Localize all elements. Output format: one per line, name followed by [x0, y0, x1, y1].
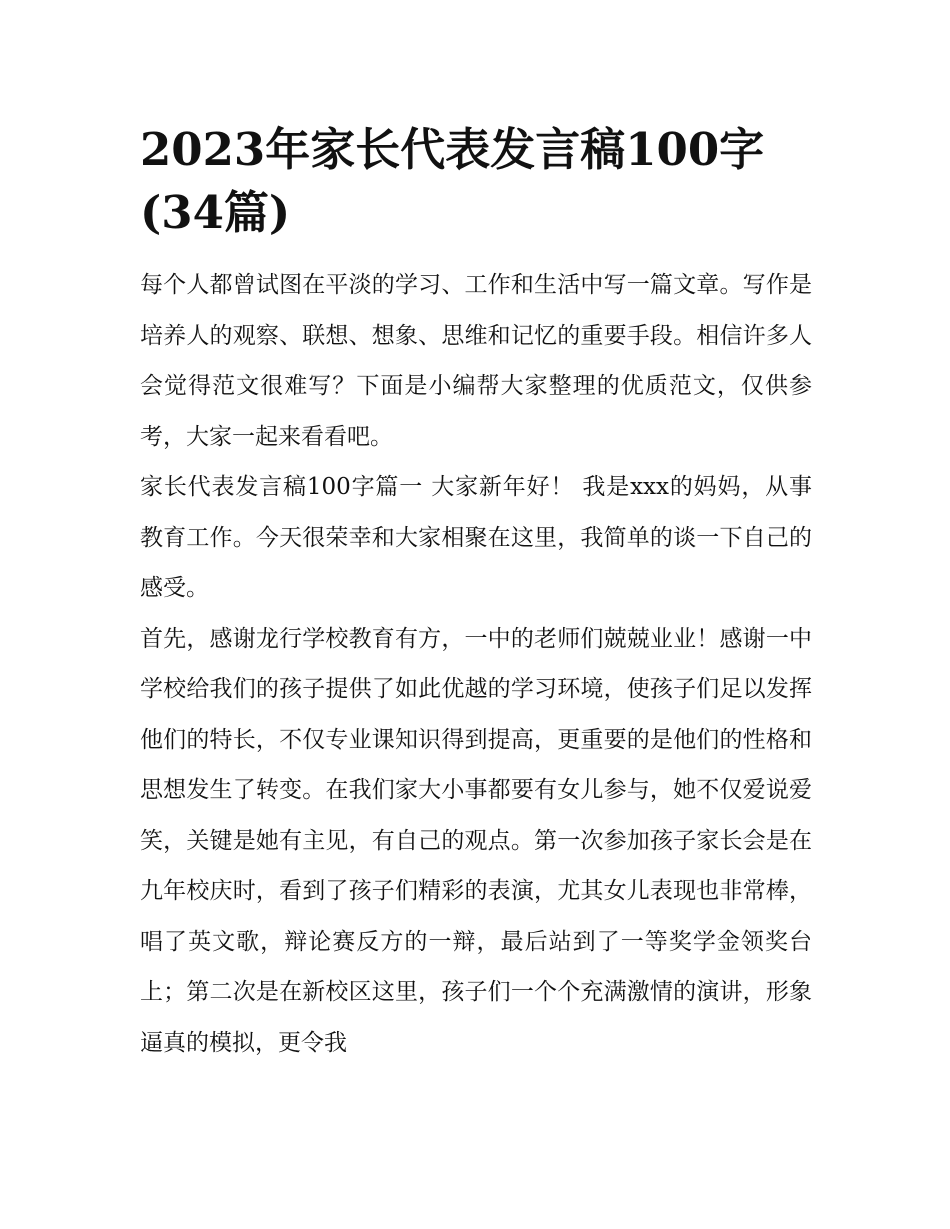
paragraph-speech-opening: 家长代表发言稿100字篇一 大家新年好！ 我是xxx的妈妈，从事教育工作。今天很荣幸和大家相聚在这里，我简单的谈一下自己的感受。: [140, 474, 812, 601]
document-title: 2023年家长代表发言稿100字(34篇): [140, 123, 765, 239]
paragraph-speech-body: 首先，感谢龙行学校教育有方，一中的老师们兢兢业业！感谢一中学校给我们的孩子提供了如此优越的学习环境，使孩子们足以发挥他们的特长，不仅专业课知识得到提高，更重要的是他们的性格和思想发生了转变。在我们家大小事都要有女儿参与，她不仅爱说爱笑，关键是她有主见，有自己的观点。第一次参加孩子家长会是在九年校庆时，看到了孩子们精彩的表演，尤其女儿表现也非常棒，唱了英文歌，辩论赛反方的一辩，最后站到了一等奖学金领奖台上；第二次是在新校区这里，孩子们一个个充满激情的演讲，形象逼真的模拟，更令我: [140, 625, 812, 1056]
document-body: [140, 118, 812, 1068]
paragraph-intro: 每个人都曾试图在平淡的学习、工作和生活中写一篇文章。写作是培养人的观察、联想、想象、思维和记忆的重要手段。相信许多人会觉得范文很难写？下面是小编帮大家整理的优质范文，仅供参考，大家一起来看看吧。: [140, 272, 812, 450]
